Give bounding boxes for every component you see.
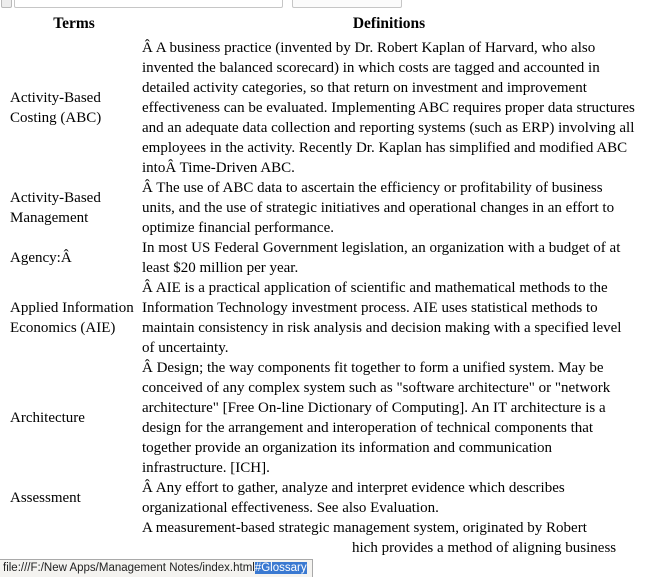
definition-cell: Â A business practice (invented by Dr. Robert Kaplan of Harvard, who also invented the balanced scorecard) in which costs are tagged and accounted in detailed activity categories, so that return on investment and improvement effectiveness can be evaluated. Implementing ABC requires proper data structures and an adequate data collection and reporting systems (such as ERP) involving all employees in the activity. Recently Dr. Kaplan has simplified and modified ABC intoÂ Time-Driven ABC.	[142, 40, 635, 176]
table-row	[8, 358, 638, 478]
table-row-partial	[8, 518, 638, 558]
term-cell: Activity-Based Costing (ABC)	[10, 90, 102, 126]
definitions-column-header: Definitions	[352, 15, 426, 32]
status-url-fragment: #Glossary	[254, 562, 307, 574]
search-input[interactable]	[14, 0, 283, 8]
table-row	[8, 478, 638, 518]
favicon-icon	[1, 0, 12, 8]
definition-cell: Â Design; the way components fit together to form a unified system. May be conceived of any complex system such as "software architecture" or "network architecture" [Free On-line Dictionary of Computing]. An IT architecture is a design for the arrangement and interoperation of technical components that together provide an organization its information and communication infrastructure. [ICH].	[142, 360, 611, 476]
top-form-cutoff	[0, 0, 645, 9]
terms-column-header: Terms	[53, 15, 95, 32]
table-row	[8, 238, 638, 278]
search-button[interactable]	[292, 0, 402, 8]
status-url: file:///F:/New Apps/Management Notes/index.html	[3, 562, 255, 574]
table-row	[8, 278, 638, 358]
term-cell: Activity-Based Management	[10, 190, 101, 226]
definition-line: A measurement-based strategic management system, originated by Robert	[142, 520, 587, 536]
term-cell: Assessment	[10, 490, 81, 506]
definition-cell: Â The use of ABC data to ascertain the efficiency or profitability of business units, and the use of strategic initiatives and operational changes in an effort to optimize financial performance.	[142, 180, 615, 236]
term-cell: Architecture	[10, 410, 85, 426]
header-row	[8, 12, 638, 38]
glossary-table	[8, 12, 638, 558]
term-cell: Agency:Â	[10, 250, 72, 266]
definition-cell	[140, 518, 638, 558]
definition-cell: Â AIE is a practical application of scientific and mathematical methods to the Information Technology investment process. AIE uses statistical methods to maintain consistency in risk analysis and decision making with a specified level of uncertainty.	[142, 280, 622, 356]
definition-cell: Â Any effort to gather, analyze and interpret evidence which describes organizational effectiveness. See also Evaluation.	[142, 480, 565, 516]
definition-cell: In most US Federal Government legislation, an organization with a budget of at least $20 million per year.	[142, 240, 621, 276]
term-cell	[8, 518, 140, 558]
table-row	[8, 38, 638, 178]
definition-line-fragment: hich provides a method of aligning business	[352, 540, 617, 556]
table-row	[8, 178, 638, 238]
definition-line-obscured	[142, 538, 636, 558]
status-bar	[0, 559, 313, 577]
term-cell: Applied Information Economics (AIE)	[10, 300, 134, 336]
